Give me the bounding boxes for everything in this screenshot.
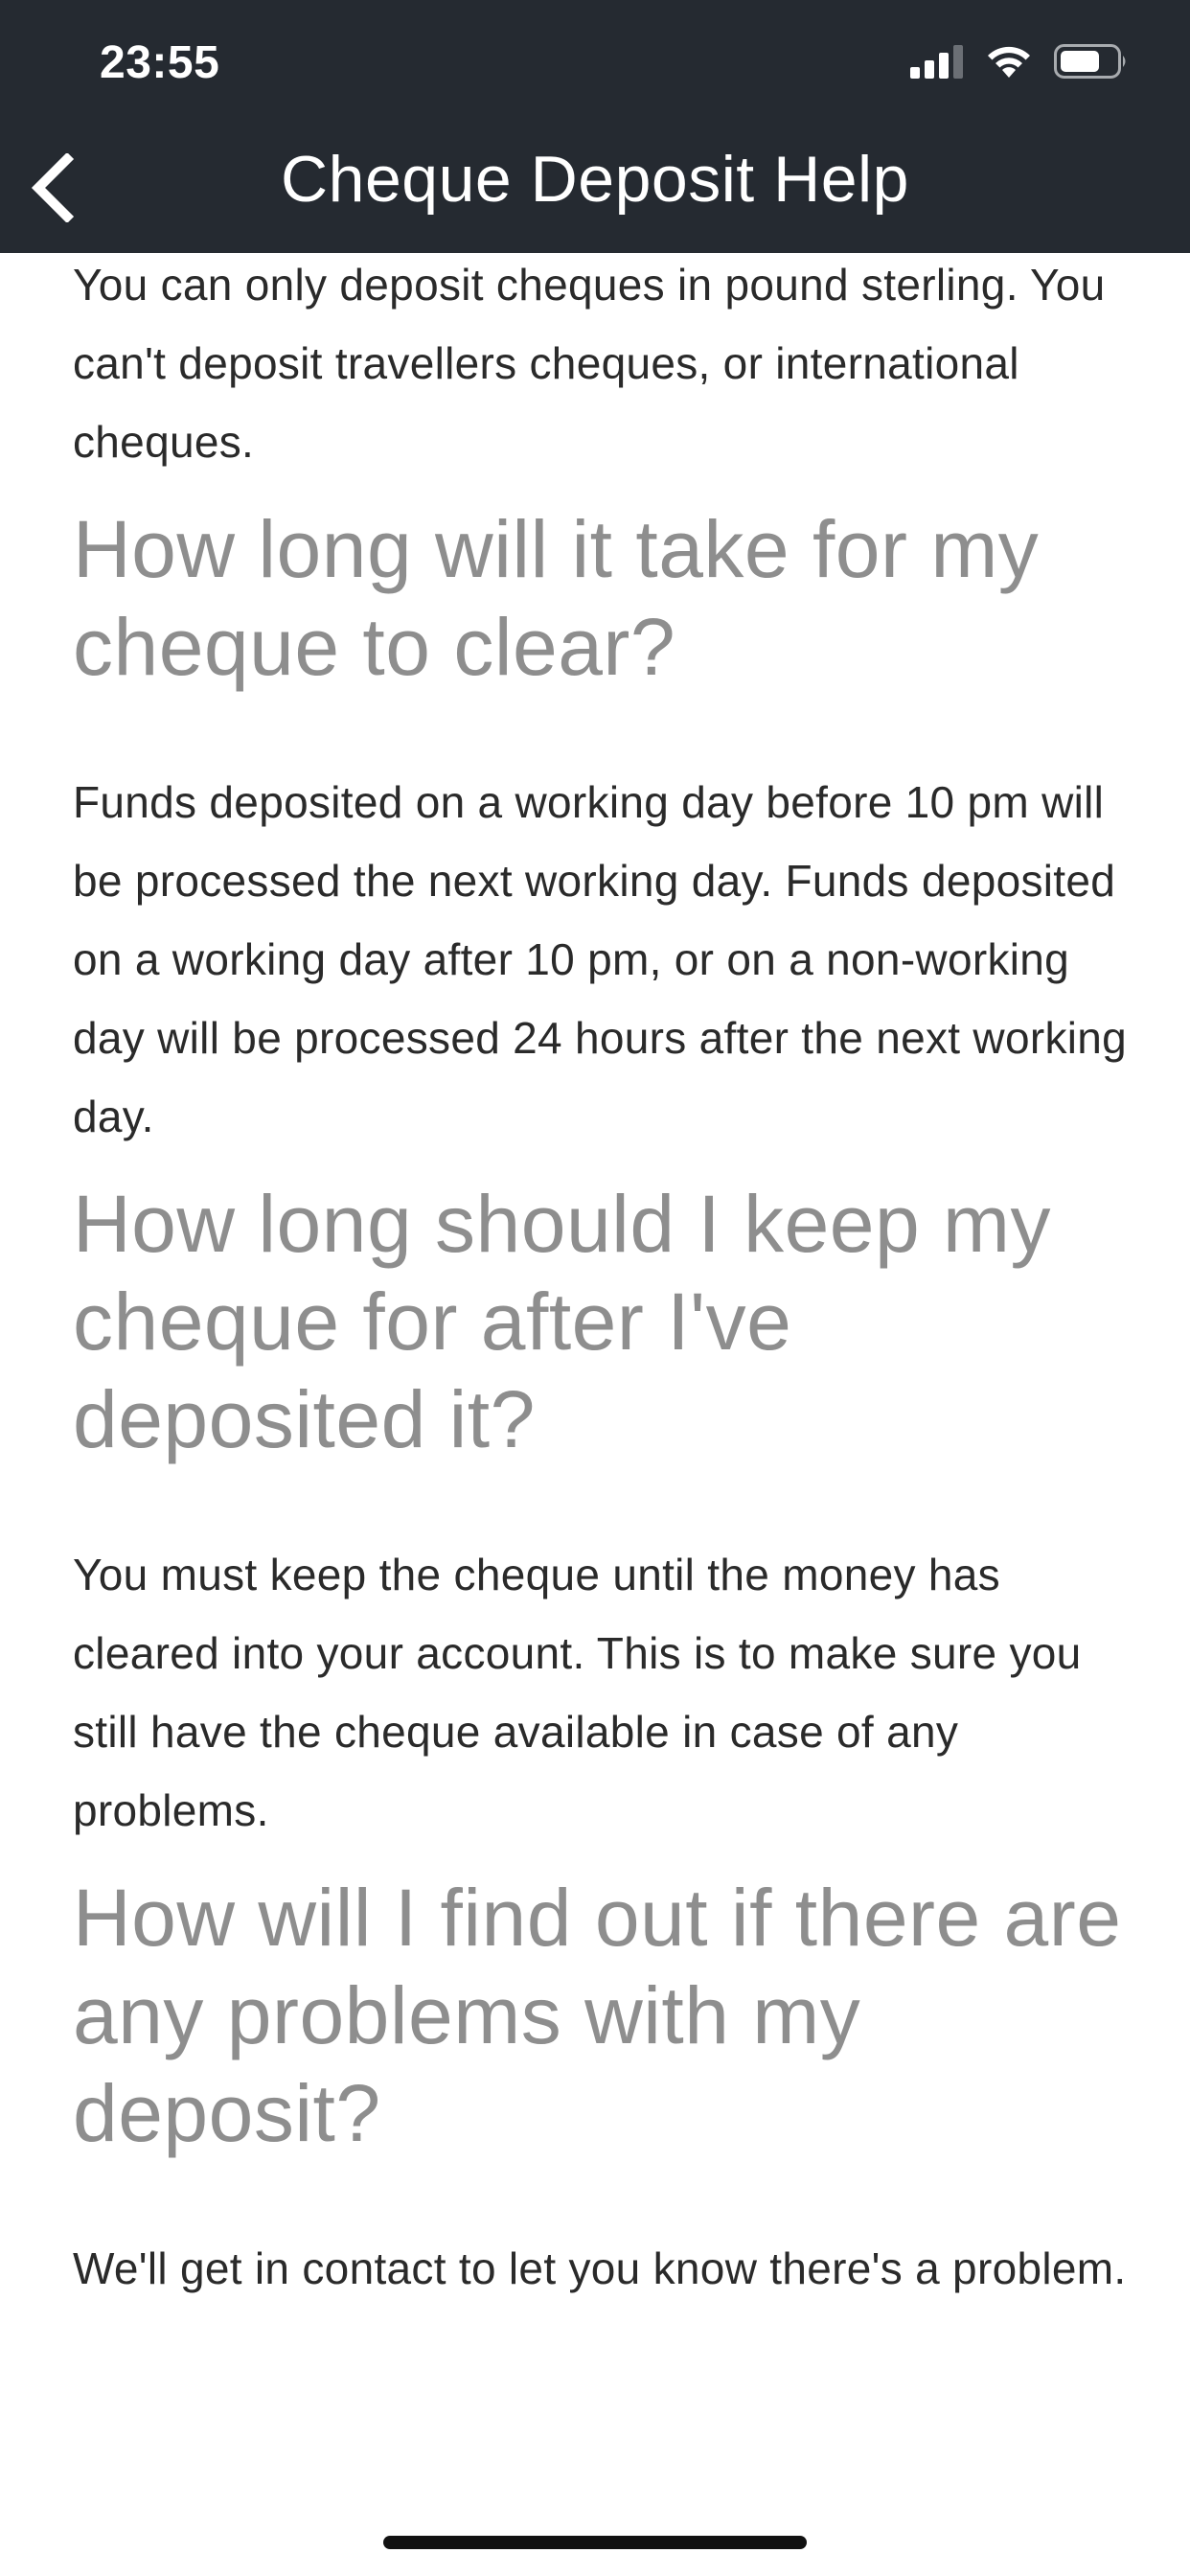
section-body: We'll get in contact to let you know there's a problem. bbox=[73, 2243, 1127, 2293]
faq-section-problems bbox=[73, 1869, 1136, 2308]
status-time: 23:55 bbox=[100, 37, 220, 88]
section-heading: How will I find out if there are any problems with my deposit? bbox=[73, 1873, 1122, 2158]
cellular-signal-icon bbox=[910, 44, 964, 79]
section-heading: How long should I keep my cheque for after I've deposited it? bbox=[73, 1179, 1052, 1464]
top-bar bbox=[0, 0, 1190, 253]
faq-section-non-depositable bbox=[73, 253, 1136, 481]
help-content bbox=[73, 253, 1136, 2327]
home-indicator[interactable] bbox=[383, 2536, 807, 2549]
battery-icon bbox=[1054, 42, 1129, 80]
faq-section-clearing-time bbox=[73, 500, 1136, 1156]
section-body: You can only deposit cheques in pound sterling. You can't deposit travellers cheques, or international cheques. bbox=[73, 260, 1106, 467]
status-icons bbox=[910, 42, 1129, 80]
section-body: Funds deposited on a working day before 10 pm will be processed the next working day. Funds deposited on a working day after 10 pm, or on a non-working day will be processed 24 hours after the next working day. bbox=[73, 777, 1128, 1141]
page-title: Cheque Deposit Help bbox=[281, 143, 909, 216]
section-body: You must keep the cheque until the money has cleared into your account. This is to make sure you still have the cheque available in case of any problems. bbox=[73, 1550, 1082, 1835]
wifi-icon bbox=[985, 43, 1033, 80]
help-content-scroll[interactable] bbox=[0, 253, 1190, 2476]
section-heading: How long will it take for my cheque to clear? bbox=[73, 504, 1040, 692]
faq-section-keep-cheque bbox=[73, 1175, 1136, 1850]
